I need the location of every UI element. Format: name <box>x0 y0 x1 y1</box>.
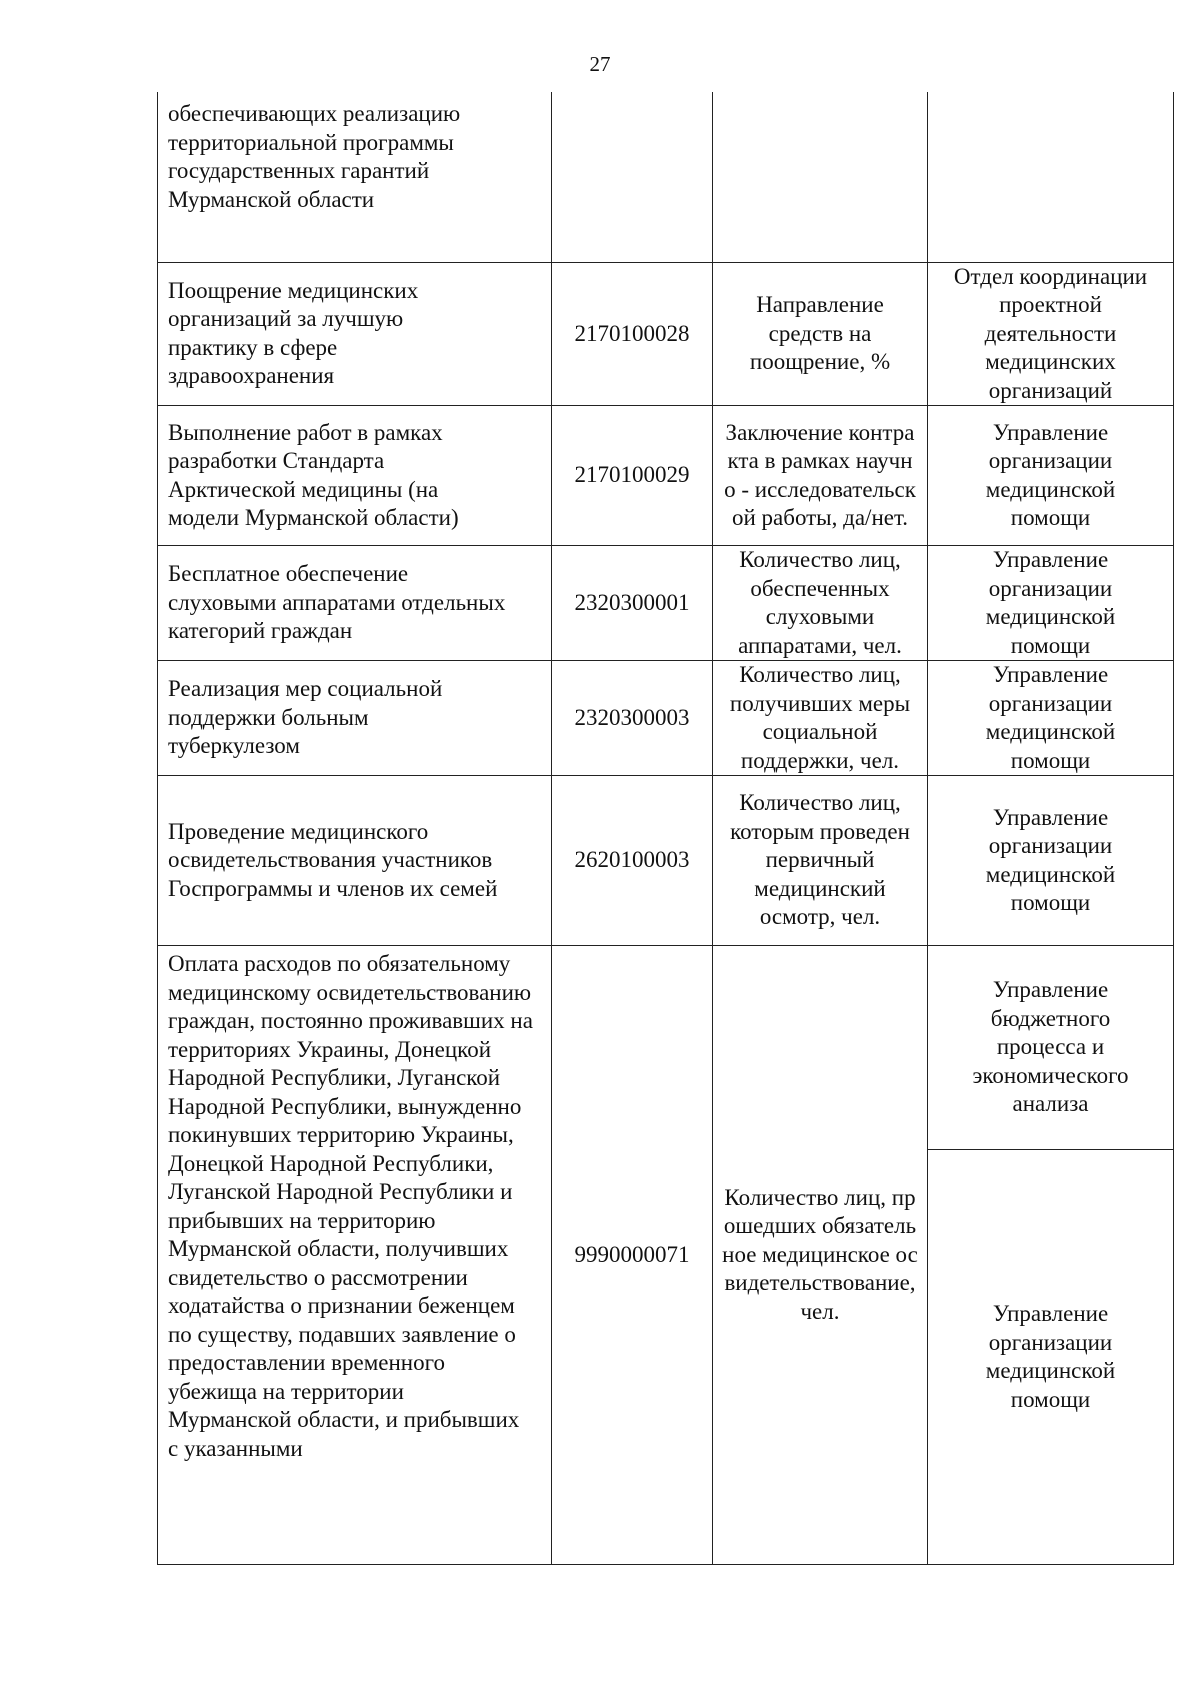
department-text: Управление организации медицинской помощи <box>985 1301 1116 1412</box>
measure-name-cell <box>158 406 552 546</box>
measure-name-cell <box>158 262 552 406</box>
table-row <box>158 661 1174 776</box>
measure-name: Поощрение медицинских организаций за лучшую практику в сфере здравоохранения <box>168 277 419 389</box>
indicator-text: Количество лиц, которым проведен первичный медицинский осмотр, чел. <box>730 790 910 930</box>
indicator-cell <box>713 661 928 776</box>
code-cell <box>552 92 713 262</box>
department-text: Управление организации медицинской помощи <box>985 662 1116 773</box>
indicator-cell <box>713 92 928 262</box>
indicator-text: Количество лиц, обеспеченных слуховыми аппаратами, чел. <box>738 547 902 658</box>
department-text: Управление организации медицинской помощи <box>985 804 1116 915</box>
code-cell: 9990000071 <box>552 946 713 1565</box>
department-cell <box>928 946 1174 1150</box>
indicator-cell <box>713 406 928 546</box>
measure-name: Оплата расходов по обязательному медицинскому освидетельствованию граждан, постоянно проживавших на территориях Украины, Донецкой Народной Республики, Луганской Народной Республики, вынужденно покинувших территорию Украины, Донецкой Народной Республики, Луганской Народной Республики и прибывших на территорию Мурманской области, получивших свидетельство о рассмотрении ходатайства о признании беженцем по существу, подавших заявление о предоставлении временного убежища на территории Мурманской области, и прибывших с указанными <box>168 951 533 1461</box>
indicator-cell <box>713 776 928 946</box>
measure-name-cell <box>158 661 552 776</box>
department-text: Управление организации медицинской помощи <box>985 419 1116 530</box>
department-cell <box>928 776 1174 946</box>
indicator-text: Заключение контракта в рамках научно - исследовательской работы, да/нет. <box>724 419 916 530</box>
code-cell: 2620100003 <box>552 776 713 946</box>
measure-name-cell <box>158 776 552 946</box>
department-text: Управление организации медицинской помощи <box>985 547 1116 658</box>
table-row <box>158 92 1174 262</box>
measure-name: Выполнение работ в рамках разработки Стандарта Арктической медицины (на модели Мурманской области) <box>168 419 459 530</box>
indicator-cell <box>713 262 928 406</box>
department-cell <box>928 262 1174 406</box>
indicator-cell <box>713 546 928 661</box>
department-cell <box>928 661 1174 776</box>
measure-name-cell <box>158 946 552 1565</box>
table-row <box>158 406 1174 546</box>
table-row <box>158 262 1174 406</box>
measure-name-cell <box>158 92 552 262</box>
measure-name: обеспечивающих реализацию территориальной программы государственных гарантий Мурманской области <box>168 101 461 212</box>
department-cell <box>928 406 1174 546</box>
table-row <box>158 776 1174 946</box>
page-number: 27 <box>589 52 611 76</box>
measure-name: Бесплатное обеспечение слуховыми аппаратами отдельных категорий граждан <box>168 561 506 644</box>
code-cell: 2320300001 <box>552 546 713 661</box>
table-row <box>158 946 1174 1150</box>
department-cell <box>928 546 1174 661</box>
indicator-text: Направление средств на поощрение, % <box>749 292 891 374</box>
measure-name: Проведение медицинского освидетельствования участников Госпрограммы и членов их семей <box>168 818 498 901</box>
indicator-text: Количество лиц, получивших меры социальной поддержки, чел. <box>729 662 911 773</box>
measure-name: Реализация мер социальной поддержки больным туберкулезом <box>168 676 443 759</box>
department-text: Отдел координации проектной деятельности медицинских организаций <box>953 263 1148 403</box>
measure-name-cell <box>158 546 552 661</box>
measures-table <box>157 92 1174 1565</box>
code-cell: 2170100028 <box>552 262 713 406</box>
code-cell: 2170100029 <box>552 406 713 546</box>
indicator-text: Количество лиц, прошедших обязательное медицинское освидетельствование, чел. <box>722 1184 918 1324</box>
indicator-cell <box>713 946 928 1565</box>
table-row <box>158 546 1174 661</box>
code-cell: 2320300003 <box>552 661 713 776</box>
department-cell <box>928 92 1174 262</box>
department-text: Управление бюджетного процесса и экономического анализа <box>972 977 1129 1117</box>
department-cell <box>928 1150 1174 1565</box>
